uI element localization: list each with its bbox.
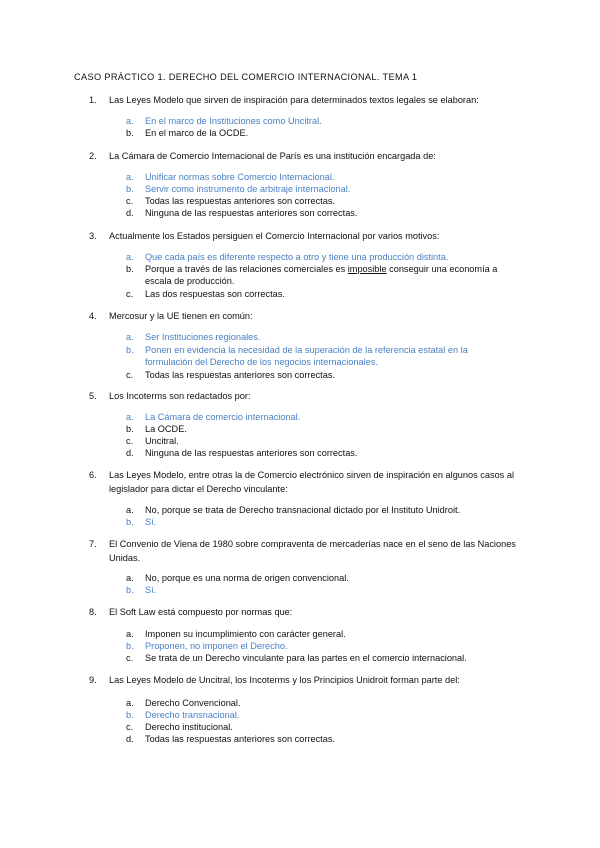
option-text: Que cada país es diferente respecto a otro y tiene una producción distinta.	[145, 252, 449, 262]
option-text: En el marco de la OCDE.	[145, 128, 249, 138]
question-text: Las Leyes Modelo, entre otras la de Comercio electrónico sirven de inspiración en algunos casos al legislador para dictar el Derecho vinculante:	[109, 470, 514, 494]
question-number: 8.	[89, 607, 97, 617]
option-letter: b.	[126, 345, 134, 355]
option-text	[145, 263, 515, 287]
option-text-post: conseguir una economía a escala de producción.	[145, 264, 498, 286]
question-text: Mercosur y la UE tienen en común:	[109, 311, 253, 321]
question-text: Las Leyes Modelo que sirven de inspiración para determinados textos legales se elaboran:	[109, 95, 479, 105]
option-text: En el marco de Instituciones como Uncitral.	[145, 116, 322, 126]
option-letter: d.	[126, 734, 134, 744]
option-text: Sí.	[145, 517, 157, 527]
question-number: 2.	[89, 151, 97, 161]
option-letter: d.	[126, 208, 134, 218]
option-text: Servir como instrumento de arbitraje internacional.	[145, 184, 351, 194]
option-letter: c.	[126, 370, 134, 380]
option-text: Derecho Convencional.	[145, 698, 241, 708]
question-text: Actualmente los Estados persiguen el Comercio Internacional por varios motivos:	[109, 231, 440, 241]
option-letter: b.	[126, 710, 134, 720]
option-letter: c.	[126, 436, 134, 446]
option-letter: a.	[126, 629, 134, 639]
option-letter: b.	[126, 641, 134, 651]
option-text: La OCDE.	[145, 424, 187, 434]
option-letter: b.	[126, 264, 134, 274]
option-letter: a.	[126, 698, 134, 708]
option-text: La Cámara de comercio internacional.	[145, 412, 301, 422]
question-text: Las Leyes Modelo de Uncitral, los Incoterms y los Principios Unidroit forman parte del:	[109, 675, 460, 685]
option-text: Uncitral.	[145, 436, 179, 446]
option-text: Todas las respuestas anteriores son correctas.	[145, 734, 335, 744]
option-text: Ser Instituciones regionales.	[145, 332, 261, 342]
question-text: El Soft Law está compuesto por normas que:	[109, 607, 293, 617]
option-text-pre: Porque a través de las relaciones comerciales es	[145, 264, 348, 274]
option-letter: b.	[126, 517, 134, 527]
option-text: No, porque se trata de Derecho transnacional dictado por el Instituto Unidroit.	[145, 505, 461, 515]
option-letter: a.	[126, 573, 134, 583]
question-text: Los Incoterms son redactados por:	[109, 391, 251, 401]
option-letter: a.	[126, 116, 134, 126]
option-text: Derecho transnacional.	[145, 710, 240, 720]
option-text: Ponen en evidencia la necesidad de la superación de la referencia estatal en la formulación del Derecho de los negocios internacionales.	[145, 345, 468, 367]
option-letter: b.	[126, 585, 134, 595]
question-text: La Cámara de Comercio Internacional de París es una institución encargada de:	[109, 151, 436, 161]
option-letter: c.	[126, 289, 134, 299]
option-text: Unificar normas sobre Comercio Internacional.	[145, 172, 335, 182]
option-letter: a.	[126, 172, 134, 182]
option-text: Todas las respuestas anteriores son correctas.	[145, 370, 335, 380]
option-text: Proponen, no imponen el Derecho.	[145, 641, 288, 651]
question-number: 4.	[89, 311, 97, 321]
question-number: 7.	[89, 539, 97, 549]
option-letter: a.	[126, 505, 134, 515]
option-text: Las dos respuestas son correctas.	[145, 289, 285, 299]
option-text: Sí.	[145, 585, 157, 595]
option-letter: a.	[126, 252, 134, 262]
option-letter: b.	[126, 424, 134, 434]
option-text: Derecho institucional.	[145, 722, 233, 732]
document-title: CASO PRÁCTICO 1. DERECHO DEL COMERCIO INTERNACIONAL. TEMA 1	[74, 72, 418, 82]
question-number: 9.	[89, 675, 97, 685]
question-number: 1.	[89, 95, 97, 105]
option-letter: a.	[126, 412, 134, 422]
option-text: No, porque es una norma de origen convencional.	[145, 573, 349, 583]
option-text: Ninguna de las respuestas anteriores son correctas.	[145, 208, 358, 218]
question-number: 6.	[89, 470, 97, 480]
question-number: 3.	[89, 231, 97, 241]
question-text: El Convenio de Viena de 1980 sobre compraventa de mercaderías nace en el seno de las Naciones Unidas.	[109, 539, 516, 563]
option-letter: a.	[126, 332, 134, 342]
option-letter: c.	[126, 196, 134, 206]
option-text: Ninguna de las respuestas anteriores son correctas.	[145, 448, 358, 458]
option-letter: d.	[126, 448, 134, 458]
option-letter: c.	[126, 722, 134, 732]
option-letter: b.	[126, 128, 134, 138]
option-text: Imponen su incumplimiento con carácter general.	[145, 629, 346, 639]
option-letter: b.	[126, 184, 134, 194]
option-text: Todas las respuestas anteriores son correctas.	[145, 196, 335, 206]
underlined-word: imposible	[347, 264, 387, 274]
option-letter: c.	[126, 653, 134, 663]
option-text: Se trata de un Derecho vinculante para las partes en el comercio internacional.	[145, 653, 467, 663]
question-number: 5.	[89, 391, 97, 401]
